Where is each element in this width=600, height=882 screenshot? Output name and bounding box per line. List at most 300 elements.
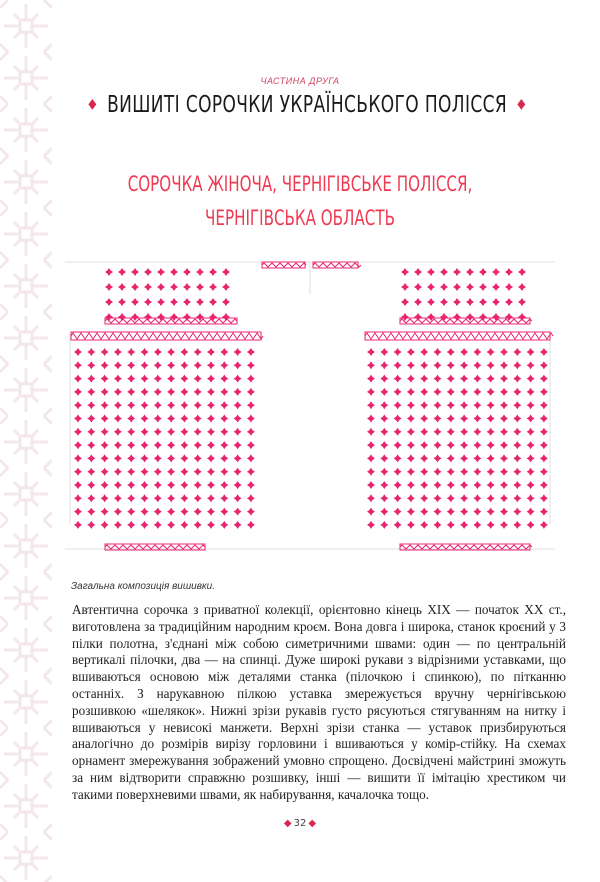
embroidery-motif [500,494,508,502]
embroidery-motif [367,494,375,502]
embroidery-motif [394,494,402,502]
embroidery-motif [394,375,402,383]
embroidery-motif [180,481,188,489]
diamond-ornament-icon: ◆ [517,96,526,112]
embroidery-motif [540,401,548,409]
embroidery-motif [154,441,162,449]
embroidery-motif [487,481,495,489]
embroidery-motif [247,508,255,516]
embroidery-motif [141,348,149,356]
embroidery-motif [74,494,82,502]
embroidery-motif [447,521,455,529]
embroidery-motif [114,494,122,502]
embroidery-motif [453,283,461,291]
embroidery-motif [513,348,521,356]
embroidery-motif [460,415,468,423]
embroidery-motif [473,441,481,449]
embroidery-motif [447,361,455,369]
embroidery-motif [194,388,202,396]
embroidery-motif [114,521,122,529]
embroidery-motif [127,428,135,436]
embroidery-motif [234,401,242,409]
embroidery-motif [180,454,188,462]
embroidery-motif [114,441,122,449]
embroidery-motif [220,428,228,436]
embroidery-motif [487,428,495,436]
embroidery-motif [473,401,481,409]
embroidery-motif [513,428,521,436]
embroidery-motif [74,441,82,449]
embroidery-motif [380,348,388,356]
embroidery-motif [87,415,95,423]
embroidery-motif [141,494,149,502]
embroidery-motif [87,401,95,409]
embroidery-motif [473,508,481,516]
embroidery-motif [479,283,487,291]
embroidery-motif [407,388,415,396]
embroidery-motif [407,415,415,423]
embroidery-motif [101,468,109,476]
embroidery-motif [420,508,428,516]
embroidery-motif [220,521,228,529]
embroidery-motif [540,508,548,516]
embroidery-motif [540,481,548,489]
embroidery-motif [407,361,415,369]
embroidery-motif [447,388,455,396]
embroidery-motif [487,361,495,369]
embroidery-motif [220,481,228,489]
embroidery-motif [101,494,109,502]
embroidery-motif [141,388,149,396]
embroidery-motif [105,283,113,291]
embroidery-motif [414,298,422,306]
embroidery-motif [180,494,188,502]
embroidery-motif [473,348,481,356]
embroidery-motif [407,508,415,516]
embroidery-motif [540,468,548,476]
embroidery-motif [87,388,95,396]
embroidery-motif [170,268,178,276]
embroidery-motif [207,428,215,436]
embroidery-motif [141,508,149,516]
embroidery-motif [540,494,548,502]
embroidery-motif [513,468,521,476]
embroidery-motif [380,361,388,369]
embroidery-motif [460,508,468,516]
embroidery-motif [394,521,402,529]
embroidery-motif [196,298,204,306]
embroidery-motif [247,348,255,356]
embroidery-motif [407,428,415,436]
embroidery-motif [407,375,415,383]
embroidery-motif [127,521,135,529]
embroidery-motif [407,441,415,449]
embroidery-motif [513,454,521,462]
embroidery-motif [540,348,548,356]
embroidery-motif [473,454,481,462]
embroidery-motif [114,454,122,462]
embroidery-motif [194,401,202,409]
embroidery-motif [434,361,442,369]
embroidery-motif [141,401,149,409]
embroidery-motif [247,521,255,529]
embroidery-motif [207,454,215,462]
embroidery-motif [407,401,415,409]
embroidery-motif [234,428,242,436]
embroidery-motif [247,375,255,383]
embroidery-motif [154,348,162,356]
embroidery-motif [394,388,402,396]
embroidery-motif [180,415,188,423]
embroidery-motif [540,415,548,423]
embroidery-motif [447,375,455,383]
embroidery-motif [170,283,178,291]
embroidery-motif [105,268,113,276]
embroidery-motif [101,481,109,489]
diamond-ornament-icon: ◆ [88,96,97,112]
embroidery-motif [380,468,388,476]
embroidery-motif [127,401,135,409]
embroidery-motif [527,401,535,409]
embroidery-motif [460,401,468,409]
embroidery-motif [234,441,242,449]
embroidery-motif [420,401,428,409]
embroidery-motif [434,401,442,409]
embroidery-motif [505,268,513,276]
embroidery-motif [407,481,415,489]
embroidery-motif [434,428,442,436]
embroidery-motif [420,494,428,502]
embroidery-motif [220,441,228,449]
embroidery-motif [87,348,95,356]
embroidery-motif [401,283,409,291]
embroidery-motif [114,508,122,516]
embroidery-motif [167,494,175,502]
embroidery-motif [114,348,122,356]
embroidery-motif [380,401,388,409]
embroidery-motif [167,348,175,356]
embroidery-motif [540,375,548,383]
embroidery-motif [487,494,495,502]
embroidery-motif [420,454,428,462]
embroidery-motif [367,401,375,409]
embroidery-motif [394,361,402,369]
embroidery-motif [131,268,139,276]
embroidery-motif [234,415,242,423]
embroidery-motif [194,454,202,462]
embroidery-motif [87,481,95,489]
embroidery-motif [453,298,461,306]
page-number: 32 [293,818,307,829]
embroidery-motif [460,468,468,476]
embroidery-motif [127,415,135,423]
embroidery-motif [101,415,109,423]
embroidery-motif [367,388,375,396]
embroidery-motif [167,375,175,383]
embroidery-motif [131,283,139,291]
embroidery-motif [492,283,500,291]
embroidery-motif [380,454,388,462]
embroidery-motif [167,521,175,529]
embroidery-motif [420,361,428,369]
embroidery-motif [74,454,82,462]
embroidery-motif [434,348,442,356]
embroidery-motif [220,454,228,462]
embroidery-motif [460,348,468,356]
embroidery-motif [101,375,109,383]
embroidery-motif [487,454,495,462]
embroidery-motif [157,298,165,306]
embroidery-motif [194,375,202,383]
embroidery-motif [500,468,508,476]
embroidery-motif [114,388,122,396]
embroidery-motif [460,494,468,502]
embroidery-motif [194,361,202,369]
embroidery-motif [447,494,455,502]
embroidery-motif [473,494,481,502]
embroidery-motif [540,361,548,369]
page-number-row [0,818,600,829]
embroidery-motif [479,268,487,276]
embroidery-motif [101,361,109,369]
embroidery-motif [167,428,175,436]
embroidery-motif [247,388,255,396]
embroidery-motif [220,388,228,396]
embroidery-motif [194,521,202,529]
side-ornament-border [0,0,52,882]
embroidery-motif [407,454,415,462]
embroidery-motif [394,508,402,516]
embroidery-motif [473,388,481,396]
embroidery-motif [207,401,215,409]
embroidery-motif [180,375,188,383]
embroidery-motif [209,268,217,276]
embroidery-motif [487,468,495,476]
embroidery-motif [453,268,461,276]
embroidery-motif [434,375,442,383]
embroidery-motif [527,361,535,369]
embroidery-motif [527,521,535,529]
embroidery-motif [167,454,175,462]
embroidery-motif [87,361,95,369]
embroidery-motif [527,388,535,396]
embroidery-motif [367,521,375,529]
embroidery-motif [194,348,202,356]
embroidery-motif [74,508,82,516]
embroidery-motif [500,415,508,423]
embroidery-motif [460,481,468,489]
embroidery-motif [207,415,215,423]
embroidery-motif [127,494,135,502]
embroidery-motif [440,283,448,291]
embroidery-motif [473,468,481,476]
embroidery-motif [87,494,95,502]
embroidery-motif [420,388,428,396]
embroidery-motif [234,361,242,369]
embroidery-motif [154,375,162,383]
embroidery-motif [407,348,415,356]
embroidery-motif [154,388,162,396]
embroidery-motif [207,441,215,449]
embroidery-motif [513,361,521,369]
embroidery-motif [540,388,548,396]
embroidery-motif [460,375,468,383]
embroidery-motif [183,283,191,291]
embroidery-motif [394,348,402,356]
diamond-ornament-icon: ◆ [283,818,292,829]
embroidery-motif [74,361,82,369]
embroidery-motif [434,454,442,462]
embroidery-motif [196,283,204,291]
embroidery-motif [74,401,82,409]
embroidery-motif [183,268,191,276]
embroidery-motif [87,468,95,476]
embroidery-motif [101,454,109,462]
embroidery-motif [513,388,521,396]
embroidery-motif [447,428,455,436]
embroidery-motif [414,313,422,321]
embroidery-motif [447,415,455,423]
embroidery-motif [434,521,442,529]
embroidery-motif [527,428,535,436]
embroidery-motif [460,441,468,449]
embroidery-motif [394,401,402,409]
embroidery-motif [141,454,149,462]
cuff-band-left-zigzag [105,545,205,549]
embroidery-motif [447,401,455,409]
embroidery-motif [527,441,535,449]
embroidery-motif [101,388,109,396]
embroidery-motif [101,441,109,449]
figure-caption: Загальна композиція вишивки. [71,581,215,592]
embroidery-motif [220,468,228,476]
embroidery-motif [154,415,162,423]
embroidery-scheme [65,254,555,570]
embroidery-motif [207,508,215,516]
embroidery-motif [209,298,217,306]
sleeve-band-right-upper-zigzag [400,319,532,323]
embroidery-motif [434,468,442,476]
embroidery-motif [180,428,188,436]
embroidery-motif [440,268,448,276]
embroidery-motif [234,454,242,462]
embroidery-motif [487,508,495,516]
embroidery-motif [540,441,548,449]
embroidery-motif [183,313,191,321]
embroidery-motif [367,441,375,449]
chapter-title-row [78,92,526,118]
embroidery-motif [500,428,508,436]
embroidery-motif [127,348,135,356]
embroidery-motif [447,454,455,462]
embroidery-motif [479,298,487,306]
embroidery-motif [74,468,82,476]
embroidery-motif [527,494,535,502]
embroidery-motif [518,268,526,276]
embroidery-motif [367,361,375,369]
embroidery-motif [427,283,435,291]
embroidery-motif [234,388,242,396]
embroidery-motif [74,415,82,423]
embroidery-motif [105,298,113,306]
embroidery-motif [127,468,135,476]
embroidery-motif [380,388,388,396]
embroidery-motif [513,481,521,489]
embroidery-motif [207,468,215,476]
embroidery-motif [220,361,228,369]
embroidery-motif [513,441,521,449]
embroidery-motif [527,348,535,356]
embroidery-motif [513,494,521,502]
embroidery-motif [500,481,508,489]
embroidery-motif [460,388,468,396]
embroidery-motif [180,348,188,356]
embroidery-motif [180,468,188,476]
embroidery-motif [144,283,152,291]
embroidery-motif [380,521,388,529]
embroidery-motif [127,441,135,449]
embroidery-motif [141,481,149,489]
embroidery-motif [157,268,165,276]
embroidery-motif [460,428,468,436]
embroidery-motif [466,268,474,276]
embroidery-motif [209,283,217,291]
cuff-band-right-zigzag [400,545,532,549]
embroidery-motif [247,494,255,502]
embroidery-motif [247,401,255,409]
embroidery-motif [460,521,468,529]
embroidery-motif [180,521,188,529]
embroidery-motif [447,468,455,476]
embroidery-motif [234,468,242,476]
embroidery-motif [220,401,228,409]
embroidery-motif [247,441,255,449]
collar-band-left-zigzag [262,263,306,267]
embroidery-motif [74,428,82,436]
embroidery-motif [74,481,82,489]
embroidery-motif [194,481,202,489]
embroidery-motif [154,468,162,476]
embroidery-motif [394,481,402,489]
embroidery-motif [500,454,508,462]
embroidery-motif [87,428,95,436]
embroidery-motif [234,481,242,489]
embroidery-motif [420,415,428,423]
embroidery-motif [420,428,428,436]
embroidery-motif [367,454,375,462]
embroidery-motif [487,375,495,383]
embroidery-motif [222,283,230,291]
embroidery-motif [154,401,162,409]
embroidery-motif [141,441,149,449]
embroidery-motif [466,298,474,306]
embroidery-motif [157,283,165,291]
embroidery-motif [114,401,122,409]
embroidery-motif [167,441,175,449]
embroidery-motif [74,388,82,396]
embroidery-motif [127,361,135,369]
embroidery-motif [114,481,122,489]
sleeve-band-right-zigzag [365,333,553,339]
embroidery-motif [487,415,495,423]
embroidery-motif [87,375,95,383]
embroidery-motif [194,494,202,502]
embroidery-motif [118,298,126,306]
embroidery-motif [380,494,388,502]
embroidery-motif [247,454,255,462]
embroidery-motif [407,468,415,476]
embroidery-motif [234,521,242,529]
